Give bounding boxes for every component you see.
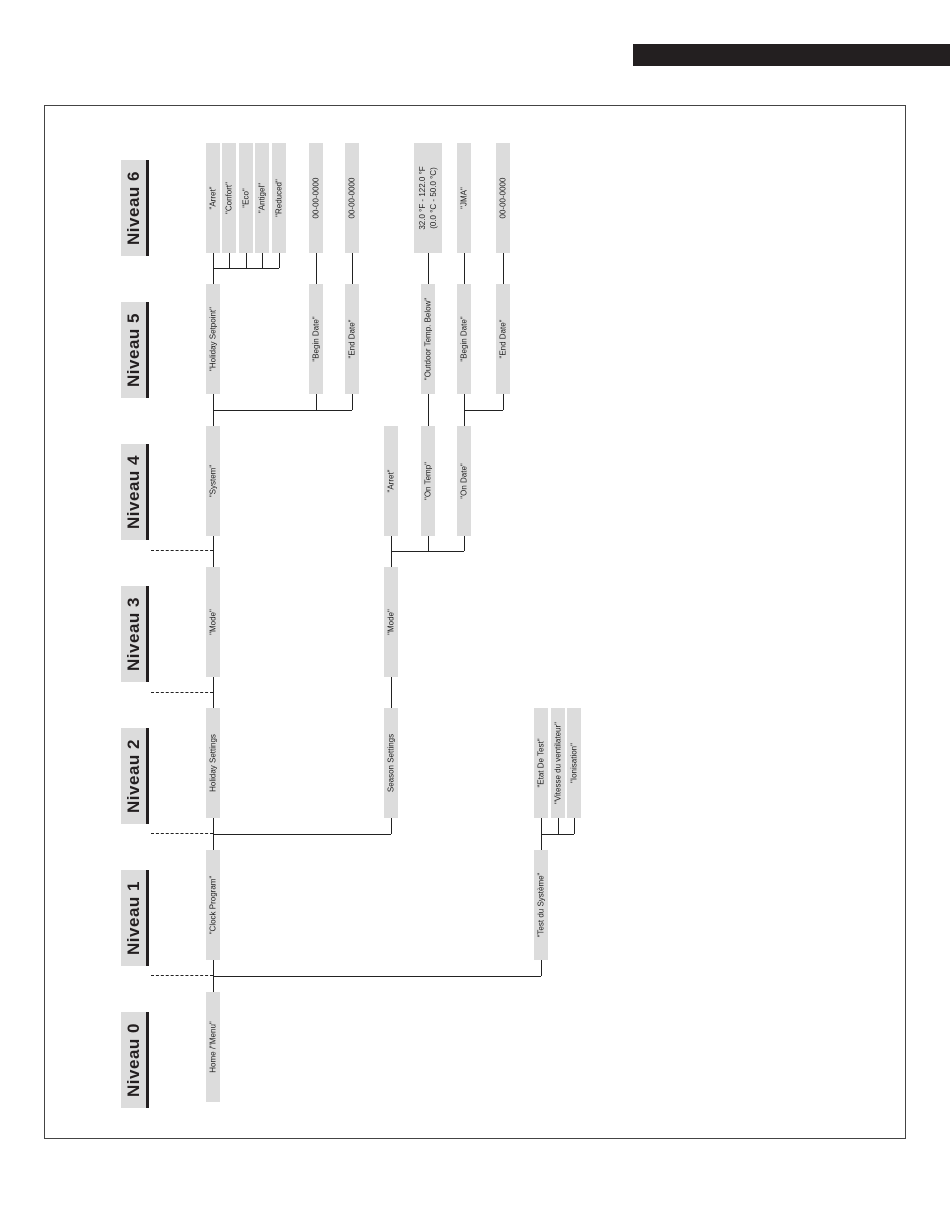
node-outdoor-temp-below: "Outdoor Temp. Below": [421, 284, 435, 394]
link-ondate-end-v: [503, 394, 504, 410]
node-home-menu: Home /"Menu": [206, 992, 220, 1102]
link-ondate-end-h: [464, 410, 503, 411]
node-date-holiday-begin: 00-00-0000: [309, 143, 323, 253]
separator-3-4: [151, 550, 213, 551]
link-system-children-h: [213, 410, 352, 411]
node-date-holiday-end: 00-00-0000: [345, 143, 359, 253]
node-vitesse-ventilateur: "Vitesse du ventilateur": [551, 708, 565, 818]
level-3-label: Niveau 3: [121, 586, 149, 682]
header-bar: [633, 44, 950, 66]
link-holiday-mode: [213, 677, 214, 708]
separator-2-3: [151, 692, 213, 693]
level-0-label: Niveau 0: [121, 1012, 149, 1108]
link-home-test-v: [541, 960, 542, 976]
link-begin-jma: [464, 253, 465, 284]
node-mode-season: "Mode": [384, 567, 398, 677]
link-home-test-h: [213, 976, 541, 977]
node-date-season-end: 00-00-0000: [496, 143, 510, 253]
node-reduced: "Reduced": [272, 143, 286, 253]
level-1-label: Niveau 1: [121, 870, 149, 966]
node-arret-l4: "Arret": [384, 426, 398, 536]
node-confort: "Confort": [222, 143, 236, 253]
node-on-date: "On Date": [457, 426, 471, 536]
diagram-frame: [44, 105, 906, 1139]
link-setpoint-options-h: [213, 268, 279, 269]
node-begin-date-season: "Begin Date": [457, 284, 471, 394]
link-clock-season-v: [391, 818, 392, 834]
level-6-label: Niveau 6: [121, 160, 149, 256]
level-2-label: Niveau 2: [121, 728, 149, 824]
node-etat-de-test: "Etat De Test": [534, 708, 548, 818]
node-holiday-setpoint: "Holiday Setpoint": [206, 284, 220, 394]
node-eco: "Eco": [239, 143, 253, 253]
link-end-date-season-value: [503, 253, 504, 284]
link-mode-system: [213, 536, 214, 567]
link-test-ionisation: [574, 818, 575, 834]
node-ionisation: "Ionisation": [567, 708, 581, 818]
node-mode-holiday: "Mode": [206, 567, 220, 677]
node-temp-range: [414, 143, 442, 253]
link-end-date-value: [352, 253, 353, 284]
link-setpoint-antigel: [262, 253, 263, 268]
node-season-settings: Season Settings: [384, 708, 398, 818]
link-clock-season-h: [213, 834, 391, 835]
node-arret-l6: "Arret": [206, 143, 220, 253]
link-test-vitesse: [558, 818, 559, 834]
node-test-systeme: "Test du Système": [534, 850, 548, 960]
node-antigel: "Antigel": [255, 143, 269, 253]
link-season-mode: [391, 677, 392, 708]
link-system-begin: [316, 394, 317, 410]
node-system: "System": [206, 426, 220, 536]
node-holiday-settings: Holiday Settings: [206, 708, 220, 818]
link-mode-ondate: [464, 536, 465, 551]
node-clock-program: "Clock Program": [206, 850, 220, 960]
link-ontemp-outdoor: [428, 394, 429, 426]
link-begin-date-value: [316, 253, 317, 284]
link-setpoint-reduced: [279, 253, 280, 268]
node-end-date-season: "End Date": [496, 284, 510, 394]
link-setpoint-confort: [229, 253, 230, 268]
link-outdoor-range: [428, 253, 429, 284]
temp-range-fahrenheit: 32.0 °F - 122.0 °F: [418, 166, 427, 230]
link-mode-ontemp: [428, 536, 429, 551]
node-begin-date-holiday: "Begin Date": [309, 284, 323, 394]
link-test-children-h: [541, 834, 574, 835]
temp-range-celsius: (0.0 °C - 50.0 °C): [429, 167, 438, 229]
node-jma: "JMA": [457, 143, 471, 253]
link-system-end: [352, 394, 353, 410]
level-4-label: Niveau 4: [121, 444, 149, 540]
node-end-date-holiday: "End Date": [345, 284, 359, 394]
link-setpoint-eco: [246, 253, 247, 268]
link-mode-children-h: [391, 551, 464, 552]
level-5-label: Niveau 5: [121, 302, 149, 398]
separator-0-1: [151, 975, 213, 976]
separator-1-2: [151, 833, 213, 834]
node-on-temp: "On Temp": [421, 426, 435, 536]
